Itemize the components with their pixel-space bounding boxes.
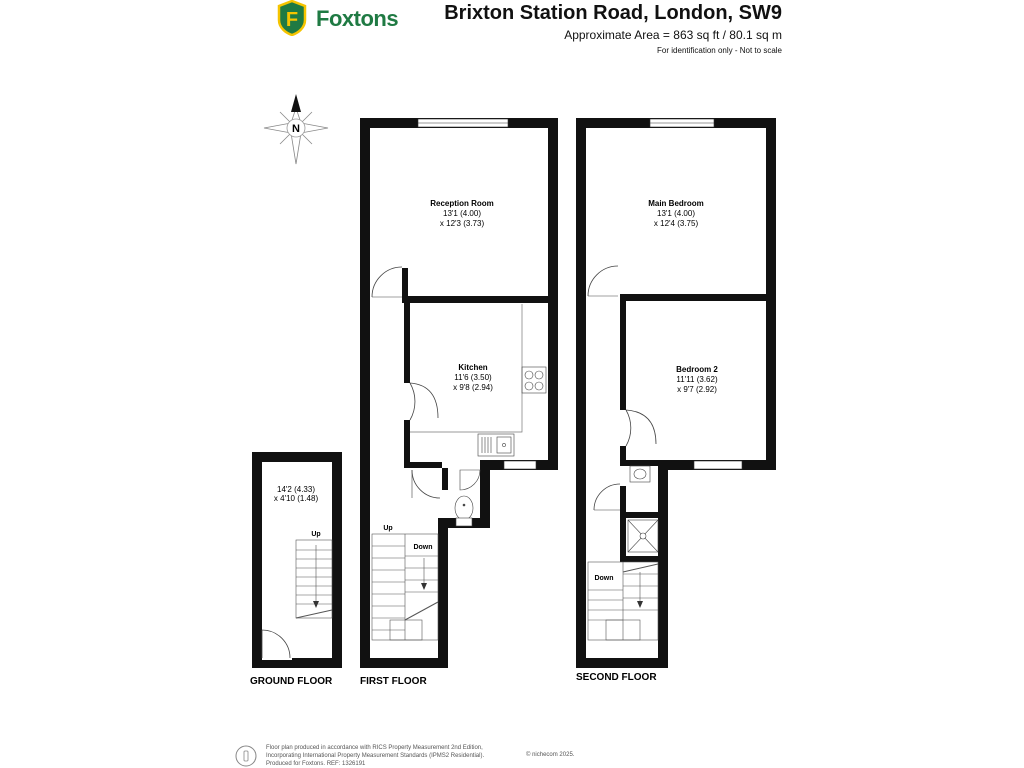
footer-line3: Produced for Foxtons. REF: 1326191 — [266, 761, 366, 767]
ground-stairs — [296, 540, 332, 618]
ground-room-dim2: x 4'10 (1.48) — [273, 494, 319, 503]
brand-name: Foxtons — [316, 6, 399, 31]
first-floor-label: FIRST FLOOR — [360, 676, 427, 687]
first-stair-up: Up — [383, 525, 393, 532]
kitchen-name: Kitchen — [458, 363, 488, 372]
first-stair-down: Down — [413, 544, 433, 551]
bedroom2-dim2: x 9'7 (2.92) — [677, 385, 717, 394]
footer-line1: Floor plan produced in accordance with RICS Property Measurement 2nd Edition, — [266, 745, 483, 751]
reception-room-dim2: x 12'3 (3.73) — [439, 219, 485, 228]
property-title: Brixton Station Road, London, SW9 — [444, 2, 782, 24]
compass-icon — [264, 94, 328, 164]
ground-stair-up: Up — [311, 531, 321, 538]
kitchen-dim2: x 9'8 (2.94) — [453, 383, 493, 392]
hob-icon — [522, 367, 546, 393]
kitchen-window — [504, 461, 536, 469]
ground-door-swing — [262, 630, 290, 658]
stair-arrow-icon — [421, 583, 427, 590]
sink-icon — [478, 434, 514, 456]
measurement-standard-icon — [234, 744, 258, 768]
approximate-area: Approximate Area = 863 sq ft / 80.1 sq m — [564, 28, 782, 42]
shower-icon — [628, 520, 658, 552]
main-bedroom-dim2: x 12'4 (3.75) — [653, 219, 699, 228]
second-floor-label: SECOND FLOOR — [576, 672, 657, 683]
stair-arrow-icon — [637, 601, 643, 608]
reception-room-name: Reception Room — [430, 199, 494, 208]
bedroom2-dim1: 11'11 (3.62) — [676, 375, 718, 384]
second-floor-plan — [576, 118, 776, 683]
footer-copyright: © nichecom 2025. — [526, 752, 575, 758]
stair-arrow-icon — [313, 601, 319, 608]
ground-room-dim1: 14'2 (4.33) — [277, 485, 315, 494]
bedroom2-name: Bedroom 2 — [676, 365, 718, 374]
main-bedroom-dim1: 13'1 (4.00) — [657, 209, 695, 218]
footer — [234, 744, 614, 768]
badge-letter: F — [285, 9, 299, 31]
footer-text — [266, 744, 484, 768]
reception-room-dim1: 13'1 (4.00) — [443, 209, 481, 218]
compass-label: N — [292, 123, 300, 135]
footer-line2: Incorporating International Property Measurement Standards (IPMS2 Residential). — [266, 753, 485, 759]
scale-note: For identification only - Not to scale — [657, 46, 782, 55]
second-stairs — [588, 562, 658, 640]
first-floor-plan — [360, 118, 558, 687]
ground-floor-label: GROUND FLOOR — [250, 676, 333, 687]
second-stair-down: Down — [594, 575, 614, 582]
toilet-icon — [455, 496, 473, 526]
main-bedroom-name: Main Bedroom — [648, 199, 704, 208]
basin-icon — [630, 466, 650, 482]
basin-icon — [460, 470, 480, 490]
bedroom2-window — [694, 461, 742, 469]
ground-floor-plan — [250, 452, 342, 687]
kitchen-dim1: 11'6 (3.50) — [454, 373, 492, 382]
